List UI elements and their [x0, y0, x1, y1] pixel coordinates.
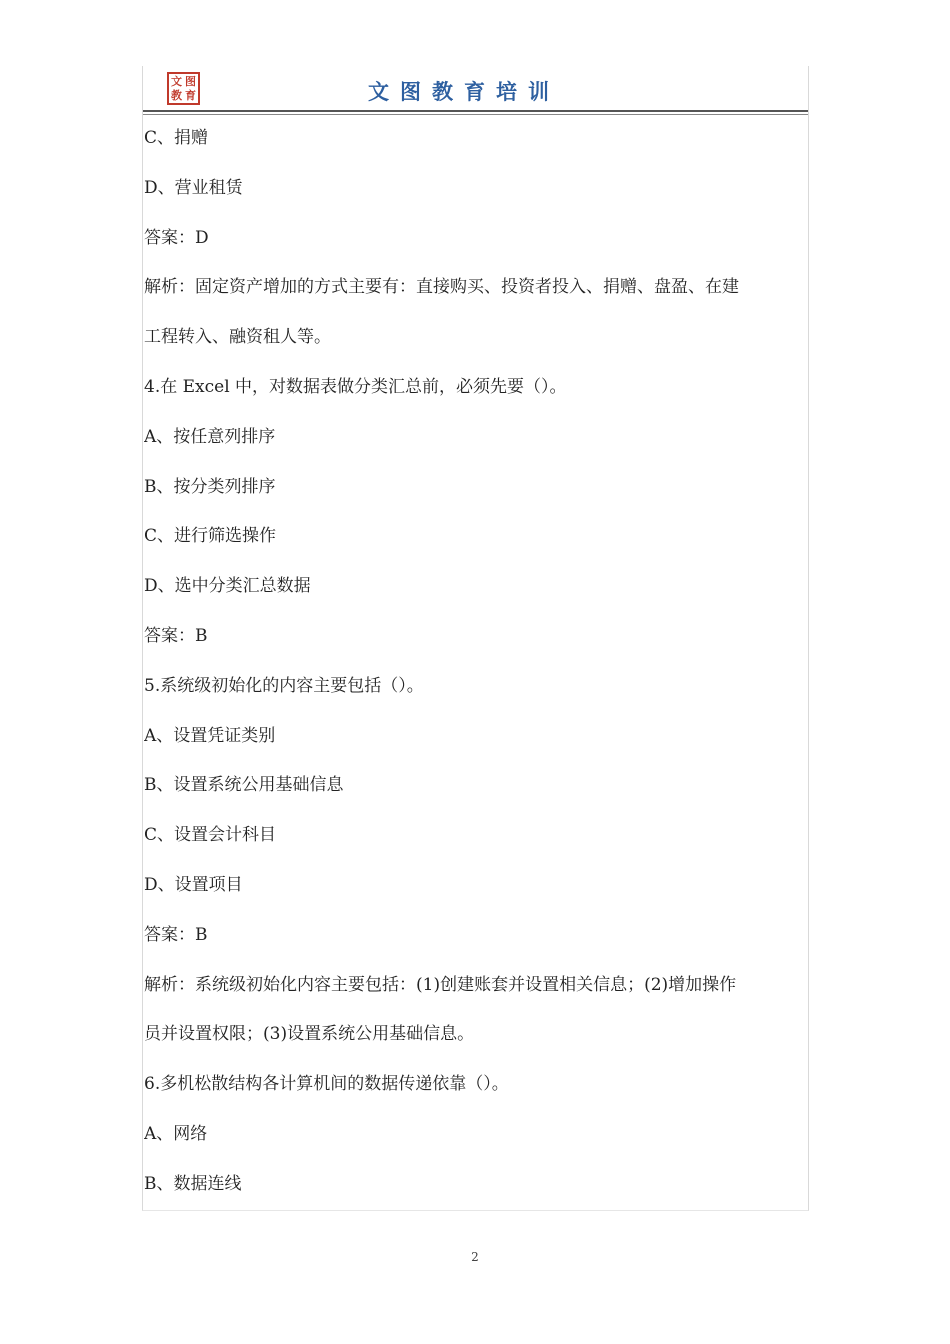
page-number: 2 — [471, 1250, 479, 1264]
explanation-line: 工程转入、融资租人等。 — [144, 327, 331, 348]
option-line: B、按分类列排序 — [144, 476, 276, 497]
logo-icon — [167, 72, 200, 105]
page-header — [143, 66, 808, 112]
option-line: B、数据连线 — [144, 1173, 242, 1194]
answer-line: 答案：B — [144, 924, 208, 945]
logo-char: 教 — [171, 89, 182, 102]
logo-char: 育 — [185, 89, 196, 102]
logo-char: 图 — [185, 75, 196, 88]
option-line: D、营业租赁 — [144, 177, 243, 198]
option-line: C、进行筛选操作 — [144, 526, 277, 547]
option-line: A、设置凭证类别 — [144, 725, 276, 746]
answer-line: 答案：D — [144, 227, 209, 248]
question-line: 5.系统级初始化的内容主要包括（）。 — [144, 675, 424, 696]
option-line: C、捐赠 — [144, 128, 209, 148]
header-rule-thick — [143, 110, 808, 112]
question-line: 4.在 Excel 中，对数据表做分类汇总前，必须先要（）。 — [144, 376, 567, 397]
question-line: 6.多机松散结构各计算机间的数据传递依靠（）。 — [144, 1074, 509, 1095]
option-line: C、设置会计科目 — [144, 825, 277, 846]
explanation-line: 解析：系统级初始化内容主要包括：(1)创建账套并设置相关信息；(2)增加操作 — [144, 974, 737, 995]
document-body — [144, 114, 808, 1210]
explanation-line: 员并设置权限；(3)设置系统公用基础信息。 — [144, 1024, 475, 1045]
explanation-line: 解析：固定资产增加的方式主要有：直接购买、投资者投入、捐赠、盘盈、在建 — [144, 277, 739, 298]
option-line: A、网络 — [144, 1123, 208, 1144]
option-line: A、按任意列排序 — [144, 426, 276, 447]
logo-char: 文 — [171, 75, 182, 88]
option-line: D、选中分类汇总数据 — [144, 576, 311, 597]
header-title: 文图教育培训 — [368, 79, 560, 104]
option-line: B、设置系统公用基础信息 — [144, 775, 344, 796]
option-line: D、设置项目 — [144, 874, 243, 895]
answer-line: 答案：B — [144, 625, 208, 646]
